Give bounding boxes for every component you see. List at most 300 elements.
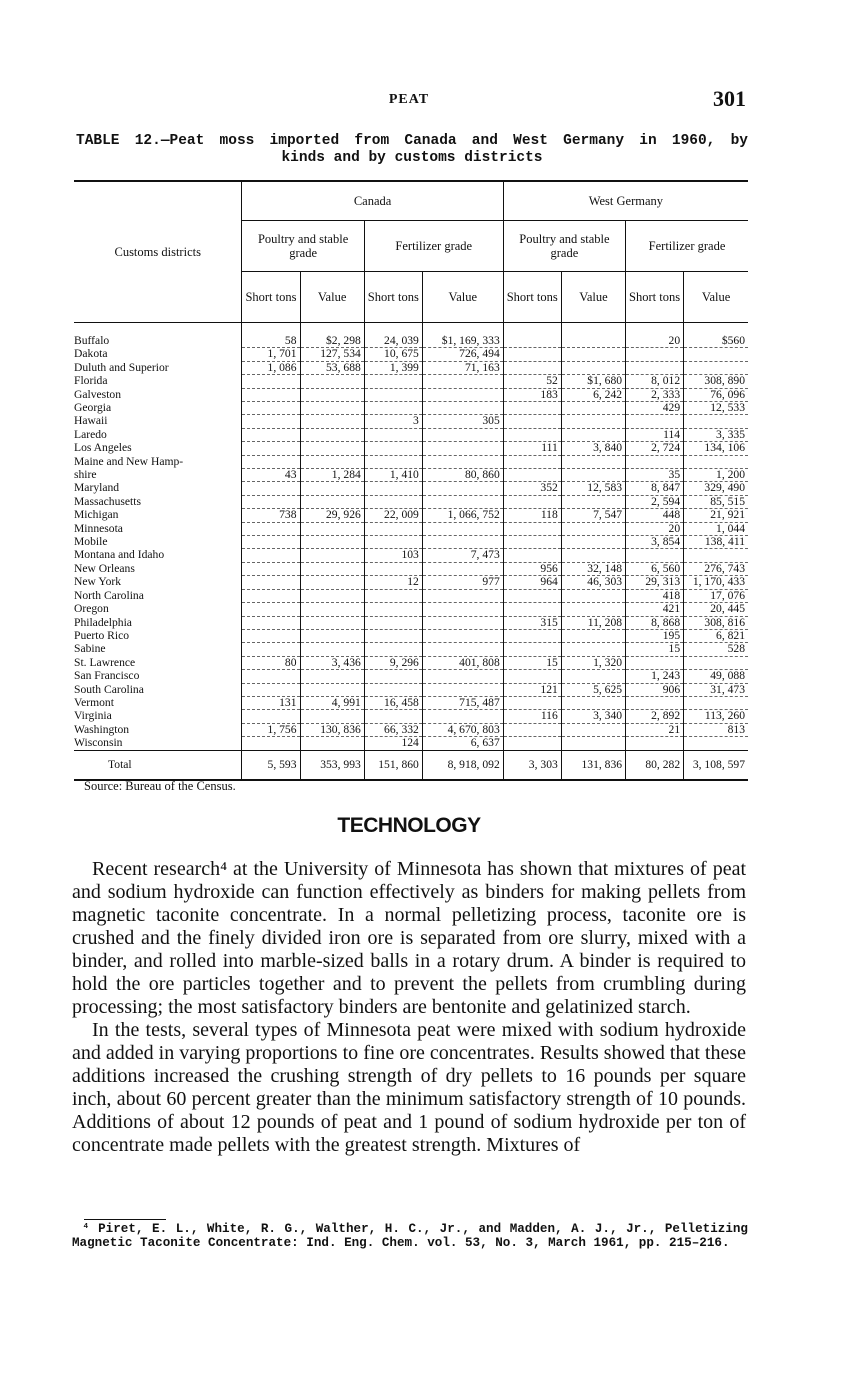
table-cell bbox=[364, 670, 422, 683]
table-cell: 1, 170, 433 bbox=[684, 576, 748, 589]
table-cell bbox=[503, 629, 561, 642]
table-cell: 305 bbox=[422, 415, 503, 428]
table-cell bbox=[422, 455, 503, 468]
table-cell bbox=[422, 683, 503, 696]
table-cell: 977 bbox=[422, 576, 503, 589]
table-cell: 1, 044 bbox=[684, 522, 748, 535]
table-cell: 127, 534 bbox=[300, 348, 364, 361]
table-cell bbox=[503, 723, 561, 736]
table-cell: 1, 701 bbox=[242, 348, 300, 361]
table-cell bbox=[364, 388, 422, 401]
table-cell bbox=[300, 536, 364, 549]
table-cell: 24, 039 bbox=[364, 323, 422, 348]
table-cell: 726, 494 bbox=[422, 348, 503, 361]
table-cell: 130, 836 bbox=[300, 723, 364, 736]
table-cell bbox=[364, 603, 422, 616]
district-name: Wisconsin bbox=[74, 735, 123, 749]
table-body bbox=[74, 323, 748, 780]
table-cell bbox=[684, 361, 748, 374]
table-cell bbox=[364, 455, 422, 468]
table-cell: 183 bbox=[503, 388, 561, 401]
table-cell bbox=[300, 495, 364, 508]
district-name: Montana and Idaho bbox=[74, 548, 165, 562]
table-row bbox=[74, 536, 748, 549]
table-cell: 118 bbox=[503, 509, 561, 522]
table-cell: 11, 208 bbox=[561, 616, 625, 629]
table-cell: 76, 096 bbox=[684, 388, 748, 401]
table-cell: 2, 333 bbox=[626, 388, 684, 401]
district-name: Mobile bbox=[74, 535, 108, 549]
table-cell bbox=[422, 482, 503, 495]
table-cell bbox=[300, 737, 364, 750]
table-cell bbox=[422, 388, 503, 401]
table-cell bbox=[684, 348, 748, 361]
table-cell: 3, 303 bbox=[503, 750, 561, 780]
table-row bbox=[74, 509, 748, 522]
table-row bbox=[74, 710, 748, 723]
table-cell bbox=[364, 495, 422, 508]
table-cell bbox=[422, 375, 503, 388]
table-cell: 421 bbox=[626, 603, 684, 616]
table-cell: 2, 724 bbox=[626, 442, 684, 455]
district-name: shire bbox=[74, 468, 97, 482]
table-cell bbox=[364, 589, 422, 602]
table-row bbox=[74, 455, 748, 468]
table-cell: 3, 840 bbox=[561, 442, 625, 455]
table-cell: 20, 445 bbox=[684, 603, 748, 616]
data-table bbox=[74, 180, 748, 781]
table-cell bbox=[503, 737, 561, 750]
table-row bbox=[74, 482, 748, 495]
district-name: Galveston bbox=[74, 387, 122, 401]
table-row bbox=[74, 415, 748, 428]
body-text bbox=[72, 858, 746, 1157]
table-cell: 21, 921 bbox=[684, 509, 748, 522]
table-cell: 5, 625 bbox=[561, 683, 625, 696]
grade-header: Poultry and stable grade bbox=[503, 221, 625, 272]
grade-header: Poultry and stable grade bbox=[242, 221, 364, 272]
table-cell bbox=[503, 402, 561, 415]
district-name: Maine and New Hamp- bbox=[74, 454, 184, 468]
table-cell bbox=[300, 549, 364, 562]
table-cell bbox=[364, 428, 422, 441]
country-header-west-germany: West Germany bbox=[503, 181, 748, 221]
table-cell: 964 bbox=[503, 576, 561, 589]
table-cell bbox=[503, 415, 561, 428]
table-cell: 113, 260 bbox=[684, 710, 748, 723]
table-cell bbox=[242, 375, 300, 388]
table-cell bbox=[561, 455, 625, 468]
table-cell bbox=[242, 643, 300, 656]
table-cell: 352 bbox=[503, 482, 561, 495]
district-name: Maryland bbox=[74, 481, 120, 495]
table-cell bbox=[561, 589, 625, 602]
table-cell: 8, 012 bbox=[626, 375, 684, 388]
table-cell: 53, 688 bbox=[300, 361, 364, 374]
table-cell bbox=[503, 522, 561, 535]
table-cell bbox=[300, 643, 364, 656]
table-cell: 315 bbox=[503, 616, 561, 629]
table-title-line-2: kinds and by customs districts bbox=[281, 150, 543, 166]
table-row bbox=[74, 428, 748, 441]
table-cell: 6, 637 bbox=[422, 737, 503, 750]
table-cell bbox=[626, 348, 684, 361]
table-row bbox=[74, 402, 748, 415]
table-cell bbox=[503, 495, 561, 508]
table-cell bbox=[626, 415, 684, 428]
table-cell bbox=[242, 670, 300, 683]
table-cell: 6, 560 bbox=[626, 562, 684, 575]
table-row bbox=[74, 562, 748, 575]
table-cell bbox=[300, 670, 364, 683]
table-cell: 1, 399 bbox=[364, 361, 422, 374]
table-cell: 308, 816 bbox=[684, 616, 748, 629]
table-cell: 21 bbox=[626, 723, 684, 736]
table-cell bbox=[364, 643, 422, 656]
district-name: Buffalo bbox=[74, 334, 110, 348]
table-cell: 6, 242 bbox=[561, 388, 625, 401]
table-cell: 813 bbox=[684, 723, 748, 736]
table-cell: 116 bbox=[503, 710, 561, 723]
table-cell bbox=[626, 696, 684, 709]
footnote-rule bbox=[84, 1219, 166, 1220]
table-row bbox=[74, 603, 748, 616]
table-row bbox=[74, 442, 748, 455]
district-name: Vermont bbox=[74, 695, 114, 709]
table-cell bbox=[364, 562, 422, 575]
table-cell bbox=[300, 455, 364, 468]
table-cell bbox=[242, 629, 300, 642]
table-cell bbox=[300, 482, 364, 495]
district-name: Oregon bbox=[74, 602, 109, 616]
district-name: Georgia bbox=[74, 401, 112, 415]
table-cell: 16, 458 bbox=[364, 696, 422, 709]
table-cell bbox=[364, 522, 422, 535]
table-cell bbox=[422, 603, 503, 616]
table-cell: 46, 303 bbox=[561, 576, 625, 589]
table-cell: 49, 088 bbox=[684, 670, 748, 683]
table-cell bbox=[503, 670, 561, 683]
table-cell: $560 bbox=[684, 323, 748, 348]
table-cell bbox=[561, 549, 625, 562]
district-name: New Orleans bbox=[74, 561, 135, 575]
table-cell bbox=[242, 442, 300, 455]
table-cell: 1, 200 bbox=[684, 469, 748, 482]
table-cell bbox=[242, 683, 300, 696]
table-cell: 329, 490 bbox=[684, 482, 748, 495]
table-cell: 7, 547 bbox=[561, 509, 625, 522]
table-cell bbox=[422, 562, 503, 575]
table-cell: 3 bbox=[364, 415, 422, 428]
table-cell bbox=[561, 536, 625, 549]
paragraph: In the tests, several types of Minnesota peat were mixed with sodium hydroxide and added in varying proportions to fine ore concentrates. Results showed that these additions increased the crushing strength of dry pellets to 16 pounds per square inch, about 60 percent greater than the minimum satisfactory strength of 10 pounds. Additions of about 12 pounds of peat and 1 pound of sodium hydroxide per ton of concentrate made pellets with the greatest strength. Mixtures of bbox=[72, 1019, 746, 1156]
table-cell bbox=[684, 656, 748, 669]
table-cell: 134, 106 bbox=[684, 442, 748, 455]
table-cell bbox=[242, 737, 300, 750]
table-cell: 12, 583 bbox=[561, 482, 625, 495]
table-cell: 52 bbox=[503, 375, 561, 388]
table-row bbox=[74, 375, 748, 388]
table-cell: 58 bbox=[242, 323, 300, 348]
table-cell bbox=[300, 589, 364, 602]
district-name: Dakota bbox=[74, 347, 108, 361]
table-cell bbox=[684, 415, 748, 428]
table-cell: 35 bbox=[626, 469, 684, 482]
table-cell bbox=[503, 549, 561, 562]
table-cell bbox=[561, 469, 625, 482]
table-cell bbox=[300, 576, 364, 589]
measure-header: Short tons bbox=[503, 272, 561, 323]
table-cell bbox=[364, 616, 422, 629]
table-cell bbox=[561, 323, 625, 348]
table-cell bbox=[242, 455, 300, 468]
table-cell bbox=[242, 415, 300, 428]
table-cell: 906 bbox=[626, 683, 684, 696]
table-cell: 85, 515 bbox=[684, 495, 748, 508]
table-cell bbox=[561, 428, 625, 441]
table-cell bbox=[422, 616, 503, 629]
table-cell: 528 bbox=[684, 643, 748, 656]
table-cell: 12, 533 bbox=[684, 402, 748, 415]
table-cell: 124 bbox=[364, 737, 422, 750]
table-cell bbox=[422, 428, 503, 441]
table-cell bbox=[242, 576, 300, 589]
table-cell: 353, 993 bbox=[300, 750, 364, 780]
district-name: Laredo bbox=[74, 427, 107, 441]
table-cell bbox=[422, 522, 503, 535]
table-cell: $2, 298 bbox=[300, 323, 364, 348]
table-cell: 80, 282 bbox=[626, 750, 684, 780]
table-cell bbox=[422, 670, 503, 683]
table-cell: $1, 680 bbox=[561, 375, 625, 388]
table-cell: 715, 487 bbox=[422, 696, 503, 709]
table-cell bbox=[364, 710, 422, 723]
table-cell: 80 bbox=[242, 656, 300, 669]
table-row bbox=[74, 656, 748, 669]
table-cell bbox=[422, 643, 503, 656]
table-source-note: Source: Bureau of the Census. bbox=[84, 779, 236, 793]
table-cell: 31, 473 bbox=[684, 683, 748, 696]
table-cell bbox=[242, 710, 300, 723]
table-cell: 8, 847 bbox=[626, 482, 684, 495]
measure-header: Value bbox=[561, 272, 625, 323]
table-row bbox=[74, 348, 748, 361]
table-cell bbox=[242, 616, 300, 629]
running-head: PEAT bbox=[388, 92, 430, 107]
table-cell bbox=[364, 375, 422, 388]
country-header-canada: Canada bbox=[242, 181, 503, 221]
table-cell: 103 bbox=[364, 549, 422, 562]
table-cell bbox=[422, 629, 503, 642]
table-cell bbox=[503, 361, 561, 374]
table-cell bbox=[242, 482, 300, 495]
table-cell bbox=[242, 402, 300, 415]
table-cell bbox=[422, 402, 503, 415]
table-cell bbox=[300, 603, 364, 616]
district-name: San Francisco bbox=[74, 669, 140, 683]
table-cell bbox=[561, 643, 625, 656]
table-row bbox=[74, 723, 748, 736]
table-cell bbox=[626, 737, 684, 750]
table-cell: $1, 169, 333 bbox=[422, 323, 503, 348]
table-cell bbox=[422, 589, 503, 602]
measure-header: Short tons bbox=[626, 272, 684, 323]
table-row bbox=[74, 323, 748, 348]
table-cell bbox=[242, 536, 300, 549]
table-cell: 1, 243 bbox=[626, 670, 684, 683]
table-cell: 121 bbox=[503, 683, 561, 696]
table-cell: 1, 410 bbox=[364, 469, 422, 482]
measure-header: Value bbox=[300, 272, 364, 323]
table-cell: 15 bbox=[503, 656, 561, 669]
table-cell bbox=[503, 348, 561, 361]
table-cell bbox=[242, 603, 300, 616]
stub-header: Customs districts bbox=[74, 181, 242, 323]
table-cell bbox=[300, 402, 364, 415]
table-cell bbox=[364, 402, 422, 415]
table-cell: 4, 670, 803 bbox=[422, 723, 503, 736]
table-cell bbox=[422, 536, 503, 549]
district-name: Hawaii bbox=[74, 414, 108, 428]
table-cell: 448 bbox=[626, 509, 684, 522]
district-name: Massachusetts bbox=[74, 494, 141, 508]
table-cell: 20 bbox=[626, 522, 684, 535]
district-name: Total bbox=[74, 750, 242, 780]
table-cell: 66, 332 bbox=[364, 723, 422, 736]
district-name: Minnesota bbox=[74, 521, 123, 535]
table-cell bbox=[242, 388, 300, 401]
table-cell: 401, 808 bbox=[422, 656, 503, 669]
table-cell bbox=[626, 455, 684, 468]
table-row bbox=[74, 670, 748, 683]
district-name: Los Angeles bbox=[74, 441, 132, 455]
table-row bbox=[74, 361, 748, 374]
table-cell bbox=[561, 670, 625, 683]
table-cell bbox=[684, 696, 748, 709]
table-cell: 1, 320 bbox=[561, 656, 625, 669]
table-title-line-1: TABLE 12.—Peat moss imported from Canada and West Germany in 1960, by bbox=[76, 133, 748, 149]
table-cell bbox=[300, 629, 364, 642]
table-cell bbox=[422, 442, 503, 455]
table-cell: 3, 335 bbox=[684, 428, 748, 441]
total-row bbox=[74, 750, 748, 780]
measure-header: Short tons bbox=[364, 272, 422, 323]
table-cell bbox=[242, 522, 300, 535]
district-name: Washington bbox=[74, 722, 130, 736]
district-name: Virginia bbox=[74, 709, 112, 723]
table-row bbox=[74, 576, 748, 589]
table-cell bbox=[626, 656, 684, 669]
district-name: Florida bbox=[74, 374, 108, 388]
table-cell bbox=[364, 442, 422, 455]
table-cell bbox=[300, 522, 364, 535]
table-cell: 1, 086 bbox=[242, 361, 300, 374]
table-cell bbox=[684, 737, 748, 750]
grade-header: Fertilizer grade bbox=[626, 221, 748, 272]
table-cell bbox=[300, 442, 364, 455]
table-cell: 15 bbox=[626, 643, 684, 656]
section-heading: TECHNOLOGY bbox=[337, 814, 481, 837]
measure-header: Value bbox=[422, 272, 503, 323]
district-name: Sabine bbox=[74, 642, 106, 656]
table-row bbox=[74, 737, 748, 750]
grade-header: Fertilizer grade bbox=[364, 221, 503, 272]
table-cell: 195 bbox=[626, 629, 684, 642]
table-cell: 7, 473 bbox=[422, 549, 503, 562]
table-cell bbox=[242, 428, 300, 441]
table-cell bbox=[684, 455, 748, 468]
table-cell bbox=[561, 522, 625, 535]
table-cell: 9, 296 bbox=[364, 656, 422, 669]
table-cell bbox=[242, 562, 300, 575]
table-cell bbox=[364, 482, 422, 495]
district-name: St. Lawrence bbox=[74, 655, 136, 669]
table-cell bbox=[561, 495, 625, 508]
table-row bbox=[74, 522, 748, 535]
table-cell bbox=[561, 348, 625, 361]
table-cell bbox=[300, 616, 364, 629]
table-cell: 114 bbox=[626, 428, 684, 441]
paragraph: Recent research⁴ at the University of Minnesota has shown that mixtures of peat and sodium hydroxide can function effectively as binders for making pellets from magnetic taconite concentrate. In a normal pelletizing process, taconite ore is crushed and the finely divided iron ore is separated from ore slurry, mixed with a binder, and rolled into marble-sized balls in a rotary drum. A binder is required to hold the ore particles together and to prevent the pellets from crumbling during processing; the most satisfactory binders are bentonite and gelatinized starch. bbox=[72, 858, 746, 1018]
table-cell: 131 bbox=[242, 696, 300, 709]
table-cell bbox=[503, 469, 561, 482]
table-cell bbox=[561, 737, 625, 750]
table-cell bbox=[503, 323, 561, 348]
table-cell bbox=[503, 603, 561, 616]
table-cell: 2, 594 bbox=[626, 495, 684, 508]
table-title bbox=[76, 133, 748, 167]
table-cell: 3, 436 bbox=[300, 656, 364, 669]
table-cell bbox=[300, 428, 364, 441]
table-cell: 29, 926 bbox=[300, 509, 364, 522]
table-cell: 5, 593 bbox=[242, 750, 300, 780]
table-cell bbox=[503, 428, 561, 441]
table-cell: 22, 009 bbox=[364, 509, 422, 522]
table-cell: 20 bbox=[626, 323, 684, 348]
table-cell: 429 bbox=[626, 402, 684, 415]
table-cell bbox=[626, 549, 684, 562]
table-row bbox=[74, 629, 748, 642]
table-row bbox=[74, 388, 748, 401]
district-name: North Carolina bbox=[74, 588, 144, 602]
measure-header: Short tons bbox=[242, 272, 300, 323]
table-row bbox=[74, 616, 748, 629]
table-cell: 2, 892 bbox=[626, 710, 684, 723]
table-cell: 111 bbox=[503, 442, 561, 455]
table-row bbox=[74, 683, 748, 696]
table-cell: 29, 313 bbox=[626, 576, 684, 589]
table-cell: 3, 108, 597 bbox=[684, 750, 748, 780]
table-cell: 6, 821 bbox=[684, 629, 748, 642]
footnote: ⁴ Piret, E. L., White, R. G., Walther, H. C., Jr., and Madden, A. J., Jr., Pelletizing Magnetic Taconite Concentrate: Ind. Eng. Chem. vol. 53, No. 3, March 1961, pp. 215–216. bbox=[72, 1222, 748, 1250]
table-row bbox=[74, 495, 748, 508]
table-cell bbox=[561, 415, 625, 428]
table-cell: 4, 991 bbox=[300, 696, 364, 709]
table-cell bbox=[503, 696, 561, 709]
district-name: New York bbox=[74, 575, 122, 589]
table-cell bbox=[300, 388, 364, 401]
table-row bbox=[74, 696, 748, 709]
district-name: South Carolina bbox=[74, 682, 144, 696]
table-cell: 276, 743 bbox=[684, 562, 748, 575]
table-cell bbox=[561, 361, 625, 374]
table-row bbox=[74, 469, 748, 482]
table-cell bbox=[242, 495, 300, 508]
table-cell bbox=[503, 536, 561, 549]
table-cell bbox=[422, 495, 503, 508]
table-row bbox=[74, 549, 748, 562]
measure-header: Value bbox=[684, 272, 748, 323]
